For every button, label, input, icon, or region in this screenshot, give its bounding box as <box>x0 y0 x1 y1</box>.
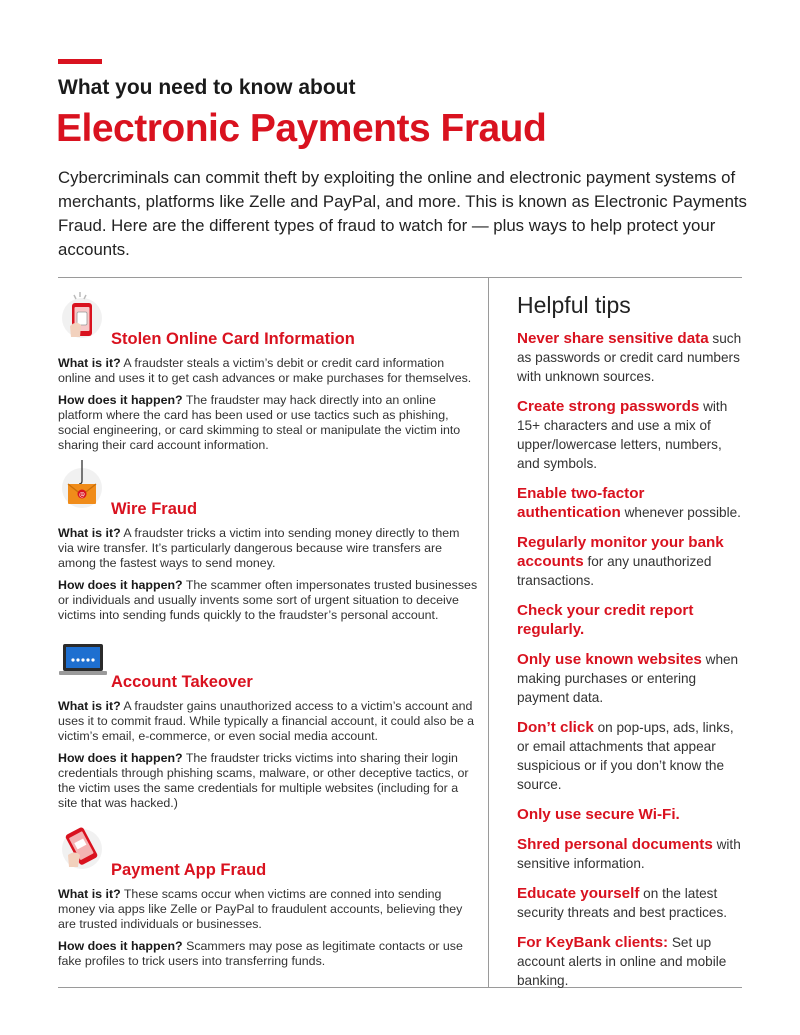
how-label: How does it happen? <box>58 393 183 407</box>
how-text: The fraudster may hack directly into an online platform where the card has been used or use tactics such as phishing, social engineering, or card skimming to steal or manipulate the victim into sharing their card account information. <box>58 393 461 452</box>
fraud-section-stolen-card <box>58 290 478 453</box>
tip-item <box>517 329 747 386</box>
tip-highlight: Enable two-factor authentication <box>517 485 645 521</box>
tip-item <box>517 533 747 590</box>
tip-item <box>517 718 747 794</box>
tip-highlight: Only use known websites <box>517 651 702 668</box>
tip-highlight: Only use secure Wi-Fi. <box>517 806 680 823</box>
payment-app-phone-icon <box>58 821 108 871</box>
fraud-title: Wire Fraud <box>111 500 198 518</box>
what-label: What is it? <box>58 699 121 713</box>
what-text: A fraudster tricks a victim into sending money directly to them via wire transfer. It’s particularly dangerous because wire transfers are among the fastest ways to send money. <box>58 526 460 570</box>
tip-highlight: Shred personal documents <box>517 836 713 853</box>
tip-highlight: For KeyBank clients: <box>517 934 669 951</box>
fraud-section-wire <box>58 460 478 623</box>
tip-text: whenever possible. <box>620 505 741 520</box>
tip-highlight: Never share sensitive data <box>517 330 709 347</box>
tip-highlight: Educate yourself <box>517 885 640 902</box>
tip-item <box>517 601 747 639</box>
fraud-section-payment-app <box>58 821 478 969</box>
what-text: These scams occur when victims are conned into sending money via apps like Zelle or PayPal to fraudulent accounts, believing they are trusted individuals or businesses. <box>58 887 463 931</box>
fraud-title: Payment App Fraud <box>111 861 267 879</box>
how-text: Scammers may pose as legitimate contacts or use fake profiles to trick users into transferring funds. <box>58 939 463 968</box>
tip-item <box>517 484 747 522</box>
tip-text: Set up account alerts in online and mobile banking. <box>517 935 727 988</box>
header-kicker: What you need to know about <box>58 76 356 99</box>
card-in-phone-icon <box>58 290 108 340</box>
tip-item <box>517 933 747 990</box>
tip-item <box>517 650 747 707</box>
tip-text: with sensitive information. <box>517 837 741 871</box>
top-divider <box>58 277 742 278</box>
how-label: How does it happen? <box>58 578 183 592</box>
tip-item <box>517 805 747 824</box>
tip-text: on the latest security threats and best practices. <box>517 886 728 920</box>
fraud-title: Stolen Online Card Information <box>111 330 355 348</box>
what-label: What is it? <box>58 356 121 370</box>
how-text: The scammer often impersonates trusted businesses or individuals and usually invents some sort of urgent situation to deceive victims into sending funds quickly to the fraudster’s personal account. <box>58 578 478 622</box>
tip-highlight: Check your credit report regularly. <box>517 602 694 638</box>
tip-text: such as passwords or credit card numbers with unknown sources. <box>517 331 742 384</box>
what-label: What is it? <box>58 887 121 901</box>
fraud-title: Account Takeover <box>111 673 253 691</box>
intro-paragraph: Cybercriminals can commit theft by exploiting the online and electronic payment systems of merchants, platforms like Zelle and PayPal, and more. This is known as Electronic Payments Fraud. Here are the different types of fraud to watch for — plus ways to help protect your accounts. <box>58 168 747 259</box>
what-label: What is it? <box>58 526 121 540</box>
header-accent-bar <box>58 59 102 64</box>
tip-item <box>517 884 747 922</box>
tip-item <box>517 397 747 473</box>
how-label: How does it happen? <box>58 751 183 765</box>
how-label: How does it happen? <box>58 939 183 953</box>
tip-text: with 15+ characters and use a mix of upper/lowercase letters, numbers, and symbols. <box>517 399 728 471</box>
phishing-hook-envelope-icon <box>58 460 108 510</box>
helpful-tips-column <box>517 292 747 1001</box>
page-title: Electronic Payments Fraud <box>56 107 547 150</box>
column-divider <box>488 277 489 987</box>
laptop-password-icon <box>58 633 108 683</box>
tip-text: for any unauthorized transactions. <box>517 554 712 588</box>
tip-highlight: Regularly monitor your bank accounts <box>517 534 724 570</box>
how-text: The fraudster tricks victims into sharing their login credentials through phishing scams, malware, or other deceptive tactics, or the victim uses the same credentials for multiple websites (including for a site that was hacked.) <box>58 751 469 810</box>
svg-text:@: @ <box>79 491 85 499</box>
fraud-section-account-takeover <box>58 633 478 811</box>
fraud-types-column <box>58 290 478 976</box>
what-text: A fraudster steals a victim’s debit or credit card information online and uses it to get cash advances or make purchases for themselves. <box>58 356 472 385</box>
tip-text: on pop-ups, ads, links, or email attachments that appear suspicious or if you don’t know the source. <box>517 720 734 792</box>
tip-text: when making purchases or entering payment data. <box>517 652 739 705</box>
tip-highlight: Create strong passwords <box>517 398 700 415</box>
tip-item <box>517 835 747 873</box>
tip-highlight: Don’t click <box>517 719 594 736</box>
what-text: A fraudster gains unauthorized access to a victim’s account and uses it to commit fraud. While typically a financial account, it could also be a victim’s email, e-commerce, or even social media account. <box>58 699 474 743</box>
tips-heading: Helpful tips <box>517 292 631 318</box>
